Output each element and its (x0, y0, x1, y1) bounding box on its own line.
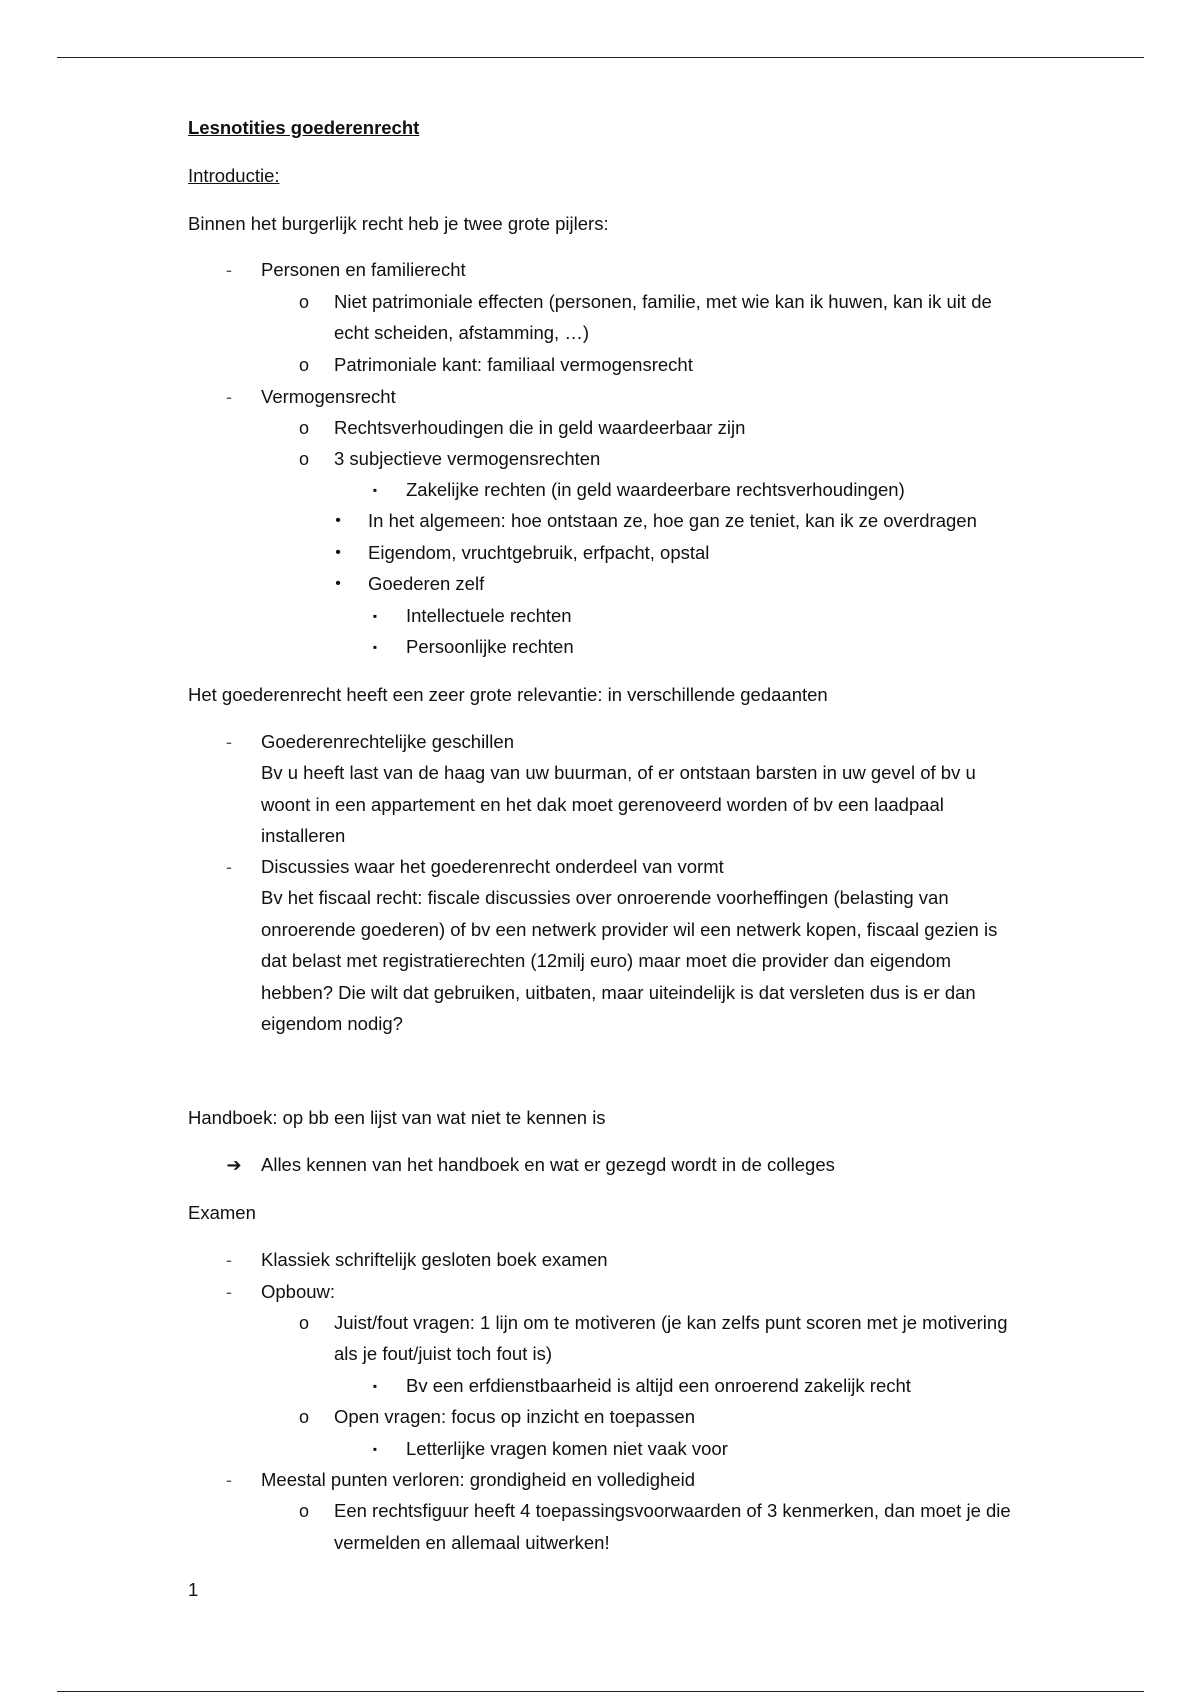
dash-bullet: - (225, 856, 233, 877)
list-item: Vermogensrecht (261, 386, 396, 407)
list-item-body: woont in een appartement en het dak moet gerenoveerd worden of bv een laadpaal (261, 794, 944, 815)
list-item-continued: vermelden en allemaal uitwerken! (334, 1532, 610, 1553)
list-item-body: Bv het fiscaal recht: fiscale discussies over onroerende voorheffingen (belasting van (261, 887, 949, 908)
list-item: Zakelijke rechten (in geld waardeerbare rechtsverhoudingen) (406, 479, 905, 500)
list-item-body: eigendom nodig? (261, 1013, 403, 1034)
list-item-continued: als je fout/juist toch fout is) (334, 1343, 552, 1364)
list-item: 3 subjectieve vermogensrechten (334, 448, 601, 469)
page-number: 1 (188, 1579, 199, 1600)
circle-bullet: o (298, 1501, 309, 1521)
list-item-body: hebben? Die wilt dat gebruiken, uitbaten, maar uiteindelijk is dat versleten dus is er dan (261, 982, 976, 1003)
circle-bullet: o (298, 355, 309, 375)
square-bullet: ▪ (372, 483, 378, 497)
circle-bullet: o (298, 1407, 309, 1427)
list-item: In het algemeen: hoe ontstaan ze, hoe gan ze teniet, kan ik ze overdragen (368, 510, 977, 531)
intro-heading: Introductie: (188, 165, 280, 186)
list-item: Meestal punten verloren: grondigheid en volledigheid (261, 1469, 696, 1490)
list-item: Rechtsverhoudingen die in geld waardeerbaar zijn (334, 417, 746, 438)
footer-rule (57, 1691, 1144, 1692)
list-item: Een rechtsfiguur heeft 4 toepassingsvoorwaarden of 3 kenmerken, dan moet je die (334, 1500, 1011, 1521)
list-item: Open vragen: focus op inzicht en toepassen (334, 1406, 695, 1427)
square-bullet: ▪ (372, 1442, 378, 1456)
dot-bullet: • (335, 544, 341, 561)
paragraph-pijlers: Binnen het burgerlijk recht heb je twee grote pijlers: (188, 213, 609, 234)
paragraph-examen: Examen (188, 1202, 256, 1223)
square-bullet: ▪ (372, 609, 378, 623)
circle-bullet: o (298, 449, 309, 469)
list-item: Intellectuele rechten (406, 605, 572, 626)
list-item: Patrimoniale kant: familiaal vermogensrecht (334, 354, 693, 375)
dash-bullet: - (225, 259, 233, 280)
dash-bullet: - (225, 386, 233, 407)
dash-bullet: - (225, 1469, 233, 1490)
dash-bullet: - (225, 1249, 233, 1270)
paragraph-handboek: Handboek: op bb een lijst van wat niet te kennen is (188, 1107, 606, 1128)
list-item-body: dat belast met registratierechten (12milj euro) maar moet die provider dan eigendom (261, 950, 951, 971)
list-item: Bv een erfdienstbaarheid is altijd een onroerend zakelijk recht (406, 1375, 911, 1396)
list-item: Klassiek schriftelijk gesloten boek examen (261, 1249, 608, 1270)
list-item-body: onroerende goederen) of bv een netwerk provider wil een netwerk kopen, fiscaal gezien is (261, 919, 998, 940)
list-item: Juist/fout vragen: 1 lijn om te motiveren (je kan zelfs punt scoren met je motivering (334, 1312, 1008, 1333)
dot-bullet: • (335, 575, 341, 592)
circle-bullet: o (298, 418, 309, 438)
list-item: Goederenrechtelijke geschillen (261, 731, 514, 752)
list-item: Letterlijke vragen komen niet vaak voor (406, 1438, 728, 1459)
paragraph-relevantie: Het goederenrecht heeft een zeer grote relevantie: in verschillende gedaanten (188, 684, 828, 705)
square-bullet: ▪ (372, 1379, 378, 1393)
list-item-continued: echt scheiden, afstamming, …) (334, 322, 589, 343)
list-item: Niet patrimoniale effecten (personen, familie, met wie kan ik huwen, kan ik uit de (334, 291, 992, 312)
circle-bullet: o (298, 292, 309, 312)
dash-bullet: - (225, 731, 233, 752)
list-item-body: installeren (261, 825, 346, 846)
list-item: Opbouw: (261, 1281, 336, 1302)
list-item-body: Bv u heeft last van de haag van uw buurman, of er ontstaan barsten in uw gevel of bv u (261, 762, 976, 783)
list-item: Persoonlijke rechten (406, 636, 574, 657)
list-item: Alles kennen van het handboek en wat er gezegd wordt in de colleges (261, 1154, 835, 1175)
arrow-icon: ➔ (226, 1155, 242, 1175)
list-item: Discussies waar het goederenrecht onderdeel van vormt (261, 856, 724, 877)
list-item: Eigendom, vruchtgebruik, erfpacht, opstal (368, 542, 710, 563)
square-bullet: ▪ (372, 640, 378, 654)
dot-bullet: • (335, 512, 341, 529)
dash-bullet: - (225, 1281, 233, 1302)
document-title: Lesnotities goederenrecht (188, 117, 420, 138)
list-item: Personen en familierecht (261, 259, 466, 280)
circle-bullet: o (298, 1313, 309, 1333)
list-item: Goederen zelf (368, 573, 485, 594)
